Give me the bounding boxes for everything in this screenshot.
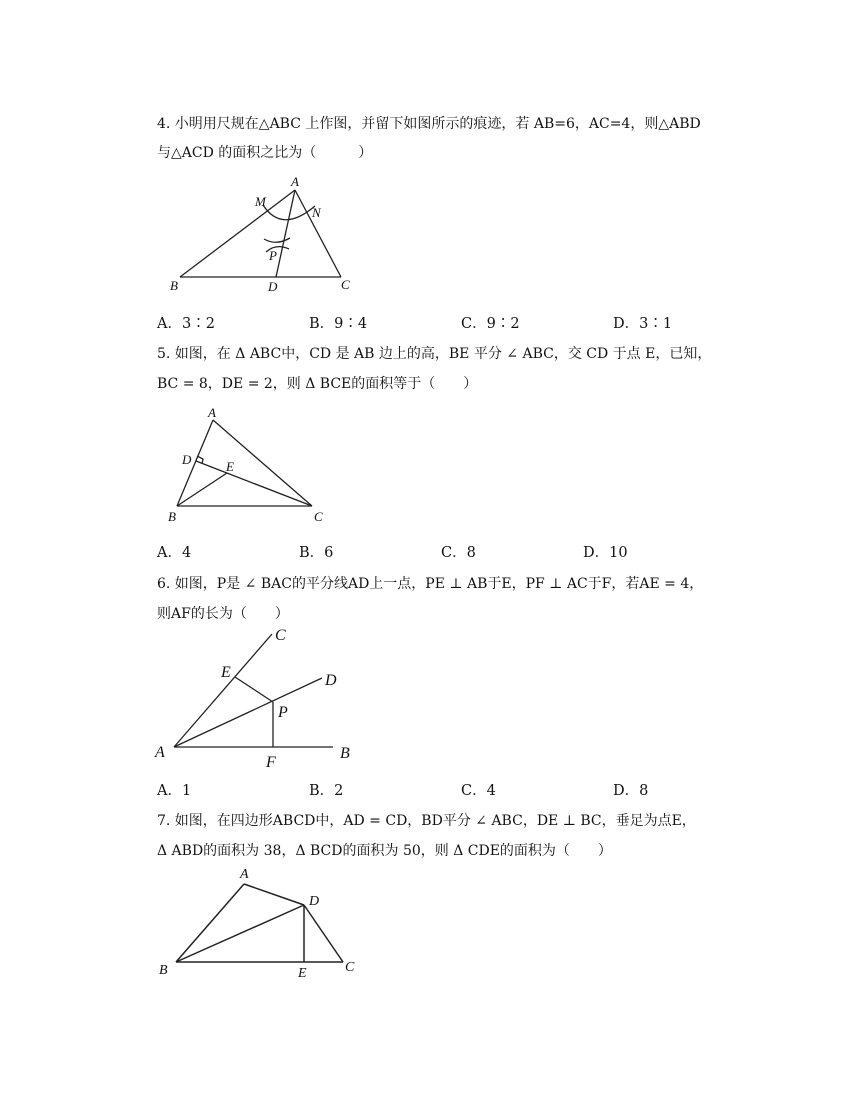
q7-label-c: C xyxy=(345,960,355,975)
q4-figure xyxy=(160,172,375,301)
q6-choice-b[interactable]: B．2 xyxy=(309,783,344,799)
q7-stem-line-1: 7. 如图，在四边形ABCD中，AD = CD，BD平分 ∠ ABC，DE ⊥ BC，垂足为点E， xyxy=(157,813,696,829)
q6-label-d: D xyxy=(325,672,337,689)
q5-label-b: B xyxy=(168,509,176,524)
q5-figure xyxy=(160,403,340,532)
q6-figure xyxy=(150,622,370,778)
q5-stem-line-2: BC = 8，DE = 2，则 Δ BCE的面积等于（ ） xyxy=(157,376,478,392)
q7-label-e: E xyxy=(298,966,307,981)
q4-label-p: P xyxy=(269,248,277,263)
q5-label-c: C xyxy=(314,509,323,524)
q7-side-ad xyxy=(244,884,304,905)
q4-label-d: D xyxy=(268,279,278,294)
q6-stem-line-2: 则AF的长为（ ） xyxy=(157,606,289,622)
q5-choice-d[interactable]: D．10 xyxy=(583,545,628,561)
q6-ray-ac xyxy=(174,634,272,747)
q4-choice-b[interactable]: B．9∶4 xyxy=(309,316,368,332)
q6-perp-pe xyxy=(235,677,273,702)
q6-choice-c[interactable]: C．4 xyxy=(461,783,496,799)
q7-label-a: A xyxy=(240,867,249,882)
q7-stem-line-2: Δ ABD的面积为 38，Δ BCD的面积为 50，则 Δ CDE的面积为（ ） xyxy=(157,843,612,859)
q5-choice-b[interactable]: B．6 xyxy=(299,545,334,561)
q4-label-n: N xyxy=(312,205,321,220)
q5-label-e: E xyxy=(226,459,234,474)
q4-choice-d[interactable]: D．3∶1 xyxy=(613,316,673,332)
q5-choice-a[interactable]: A．4 xyxy=(157,545,192,561)
q5-altitude-cd xyxy=(196,461,312,506)
q6-choice-d[interactable]: D．8 xyxy=(613,783,649,799)
q5-stem-line-1: 5. 如图，在 Δ ABC中，CD 是 AB 边上的高，BE 平分 ∠ ABC，交 CD 于点 E，已知， xyxy=(157,346,712,362)
q4-side-ac xyxy=(295,190,341,277)
q7-label-b: B xyxy=(159,963,168,978)
q7-side-ab xyxy=(176,884,244,962)
q6-stem-line-1: 6. 如图，P是 ∠ BAC的平分线AD上一点，PE ⊥ AB于E，PF ⊥ AC于F，若AE = 4， xyxy=(157,576,704,592)
q4-label-a: A xyxy=(291,174,299,189)
q7-side-dc xyxy=(304,905,343,962)
q7-label-d: D xyxy=(309,894,320,909)
q6-label-c: C xyxy=(275,627,286,644)
q6-label-a: A xyxy=(155,744,165,761)
q6-label-e: E xyxy=(221,664,231,681)
q4-label-c: C xyxy=(341,277,350,292)
q4-choice-c[interactable]: C．9∶2 xyxy=(461,316,520,332)
q4-side-ab xyxy=(180,190,295,277)
q6-label-f: F xyxy=(266,754,276,771)
q7-figure xyxy=(155,862,370,991)
q4-label-m: M xyxy=(255,194,266,209)
q5-choice-c[interactable]: C．8 xyxy=(441,545,476,561)
q7-diagonal-bd xyxy=(176,905,304,962)
q4-bisector-ad xyxy=(276,190,295,277)
q6-label-b: B xyxy=(340,745,350,762)
q6-choice-a[interactable]: A．1 xyxy=(157,783,192,799)
q6-bisector-ad xyxy=(174,678,322,747)
q4-label-b: B xyxy=(170,278,178,293)
q4-stem-line-1: 4. 小明用尺规在△ABC 上作图，并留下如图所示的痕迹，若 AB=6，AC=4，则△ABD xyxy=(157,116,701,132)
q5-label-a: A xyxy=(208,405,216,420)
q5-label-d: D xyxy=(182,452,192,467)
q4-arc-p1 xyxy=(264,238,290,242)
q4-choice-a[interactable]: A．3∶2 xyxy=(157,316,215,332)
q4-stem-line-2: 与△ACD 的面积之比为（ ） xyxy=(157,145,373,161)
q6-label-p: P xyxy=(278,704,288,721)
